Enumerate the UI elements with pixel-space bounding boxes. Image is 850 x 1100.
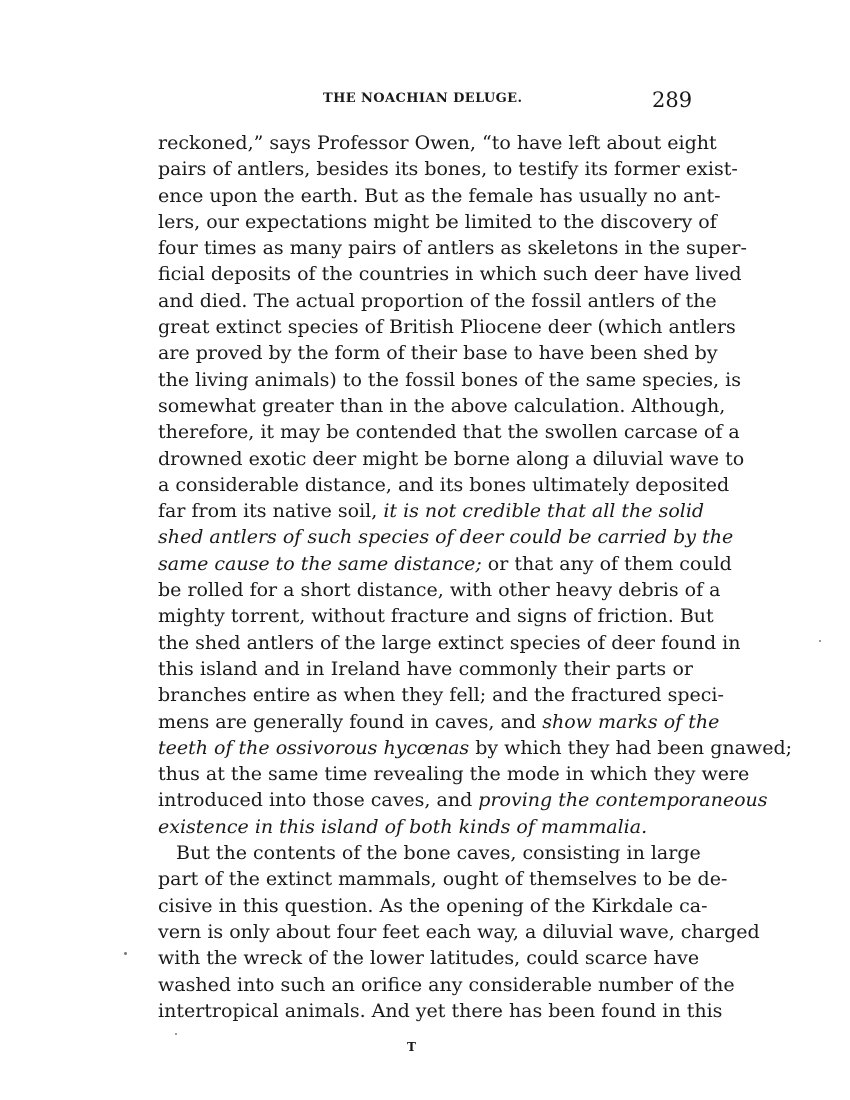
text-line: mens are generally found in caves, and show marks of the [158, 710, 720, 733]
text-line: mighty torrent, without fracture and signs of friction. But [158, 605, 714, 628]
text-line: reckoned,” says Professor Owen, “to have left about eight [158, 132, 717, 154]
text-line: introduced into those caves, and proving the contemporaneous [158, 789, 768, 812]
italic-emphasis: same cause to the same distance; [158, 552, 482, 575]
text-line: same cause to the same distance; or that any of them could [158, 552, 732, 575]
italic-emphasis: existence in this island of both kinds of mammalia. [158, 815, 648, 838]
text-line: washed into such an orifice any considerable number of the [158, 973, 735, 996]
page-number: 289 [652, 88, 693, 112]
italic-emphasis: shed antlers of such species of deer could be carried by the [158, 526, 734, 549]
text-line: and died. The actual proportion of the fossil antlers of the [158, 289, 717, 312]
text-line: teeth of the ossivorous hycœnas by which they had been gnawed; [158, 736, 793, 759]
text-line: lers, our expectations might be limited to the discovery of [158, 210, 717, 233]
scan-speck [175, 1033, 177, 1035]
italic-emphasis: show marks of the [542, 710, 720, 733]
text-line: vern is only about four feet each way, a diluvial wave, charged [158, 920, 760, 943]
text-line: the living animals) to the fossil bones of the same species, is [158, 368, 741, 391]
body-text [158, 130, 793, 1024]
text-line: pairs of antlers, besides its bones, to testify its former exist- [158, 158, 738, 181]
scan-speck [124, 952, 127, 955]
text-line: four times as many pairs of antlers as skeletons in the super- [158, 237, 747, 260]
running-head: THE NOACHIAN DELUGE. [323, 91, 523, 106]
text-line [158, 524, 734, 550]
text-line: cisive in this question. As the opening of the Kirkdale ca- [158, 894, 708, 917]
text-line: drowned exotic deer might be borne along a diluvial wave to [158, 447, 745, 470]
text-line: the shed antlers of the large extinct species of deer found in [158, 631, 741, 654]
scan-speck [819, 640, 821, 642]
paragraph-start-line: But the contents of the bone caves, consisting in large [176, 842, 701, 865]
text-line: ficial deposits of the countries in which such deer have lived [158, 263, 742, 286]
text-line: far from its native soil, it is not credible that all the solid [158, 500, 705, 523]
text-line: therefore, it may be contended that the swollen carcase of a [158, 421, 740, 444]
signature-mark: T [407, 1040, 416, 1054]
text-line: intertropical animals. And yet there has been found in this [158, 999, 723, 1022]
text-line: part of the extinct mammals, ought of themselves to be de- [158, 868, 728, 891]
text-line: ence upon the earth. But as the female has usually no ant- [158, 184, 721, 207]
text-line: with the wreck of the lower latitudes, could scarce have [158, 947, 700, 970]
text-line: great extinct species of British Pliocene deer (which antlers [158, 316, 736, 339]
paragraph-end-line [158, 814, 693, 840]
italic-emphasis: it is not credible that all the solid [383, 500, 705, 523]
italic-emphasis: teeth of the ossivorous hycœnas [158, 736, 470, 759]
text-line: are proved by the form of their base to have been shed by [158, 342, 718, 365]
text-line: be rolled for a short distance, with other heavy debris of a [158, 579, 721, 602]
text-line: thus at the same time revealing the mode in which they were [158, 763, 750, 786]
text-line: a considerable distance, and its bones ultimately deposited [158, 473, 730, 496]
text-line: branches entire as when they fell; and the fractured speci- [158, 684, 724, 707]
text-line: this island and in Ireland have commonly their parts or [158, 657, 693, 680]
italic-emphasis: proving the contemporaneous [478, 789, 768, 812]
text-line: somewhat greater than in the above calculation. Although, [158, 394, 726, 417]
